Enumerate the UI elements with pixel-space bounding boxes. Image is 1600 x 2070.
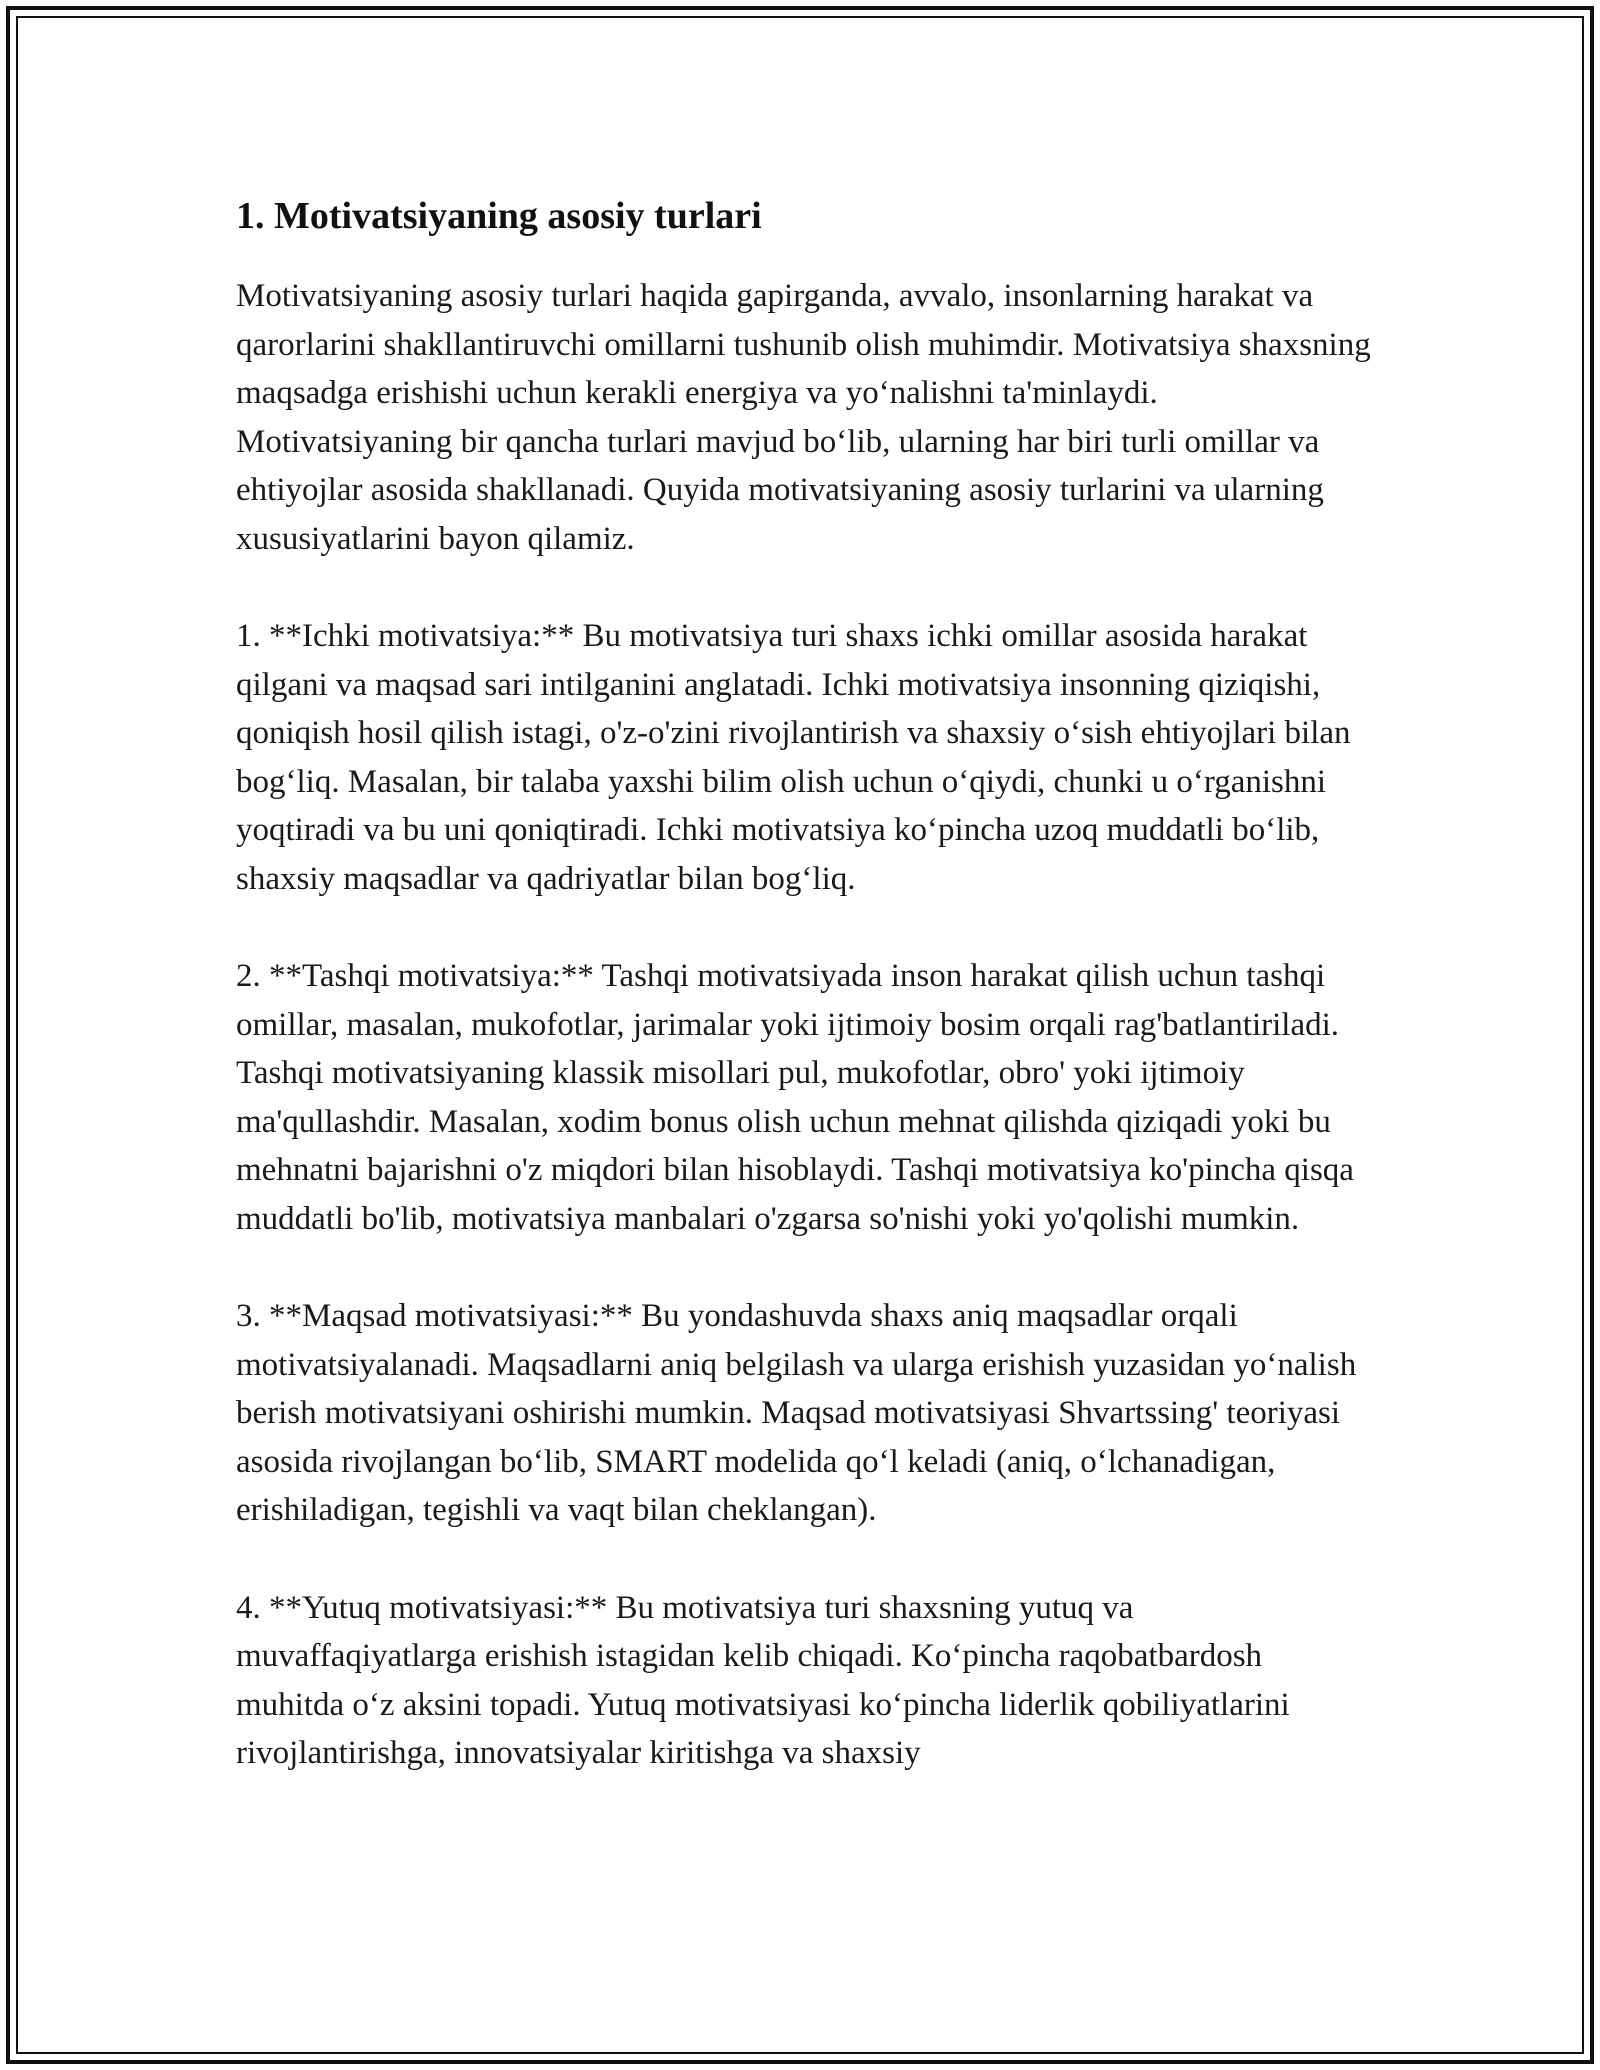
section-heading: 1. Motivatsiyaning asosiy turlari (236, 195, 762, 237)
paragraph-yutuq-motivatsiyasi: 4. **Yutuq motivatsiyasi:** Bu motivatsiya turi shaxsning yutuq va muvaffaqiyatlarga erishish istagidan kelib chiqadi. Ko‘pincha raqobatbardosh muhitda o‘z aksini topadi. Yutuq motivatsiyasi ko‘pincha liderlik qobiliyatlarini rivojlantirishga, innovatsiyalar kiritishga va shaxsiy (236, 1589, 1290, 1771)
paragraph-maqsad-motivatsiyasi: 3. **Maqsad motivatsiyasi:** Bu yondashuvda shaxs aniq maqsadlar orqali motivatsiyalanadi. Maqsadlarni aniq belgilash va ularga erishish yuzasidan yo‘nalish berish motivatsiyani oshirishi mumkin. Maqsad motivatsiyasi Shvartssing' teoriyasi asosida rivojlangan bo‘lib, SMART modelida qo‘l keladi (aniq, o‘lchanadigan, erishiladigan, tegishli va vaqt bilan cheklangan). (236, 1298, 1357, 1528)
document-body (236, 180, 1376, 1827)
paragraph-ichki-motivatsiya: 1. **Ichki motivatsiya:** Bu motivatsiya turi shaxs ichki omillar asosida harakat qilgani va maqsad sari intilganini anglatadi. Ichki motivatsiya insonning qiziqishi, qoniqish hosil qilish istagi, o'z-o'zini rivojlantirish va shaxsiy o‘sish ehtiyojlari bilan bog‘liq. Masalan, bir talaba yaxshi bilim olish uchun o‘qiydi, chunki u o‘rganishni yoqtiradi va bu uni qoniqtiradi. Ichki motivatsiya ko‘pincha uzoq muddatli bo‘lib, shaxsiy maqsadlar va qadriyatlar bilan bog‘liq. (236, 618, 1351, 897)
intro-paragraph: Motivatsiyaning asosiy turlari haqida gapirganda, avvalo, insonlarning harakat va qarorlarini shakllantiruvchi omillarni tushunib olish muhimdir. Motivatsiya shaxsning maqsadga erishishi uchun kerakli energiya va yo‘nalishni ta'minlaydi. Motivatsiyaning bir qancha turlari mavjud bo‘lib, ularning har biri turli omillar va ehtiyojlar asosida shakllanadi. Quyida motivatsiyaning asosiy turlarini va ularning xususiyatlarini bayon qilamiz. (236, 278, 1371, 557)
paragraph-tashqi-motivatsiya: 2. **Tashqi motivatsiya:** Tashqi motivatsiyada inson harakat qilish uchun tashqi omillar, masalan, mukofotlar, jarimalar yoki ijtimoiy bosim orqali rag'batlantiriladi. Tashqi motivatsiyaning klassik misollari pul, mukofotlar, obro' yoki ijtimoiy ma'qullashdir. Masalan, xodim bonus olish uchun mehnat qilishda qiziqadi yoki bu mehnatni bajarishni o'z miqdori bilan hisoblaydi. Tashqi motivatsiya ko'pincha qisqa muddatli bo'lib, motivatsiya manbalari o'zgarsa so'nishi yoki yo'qolishi mumkin. (236, 958, 1354, 1237)
